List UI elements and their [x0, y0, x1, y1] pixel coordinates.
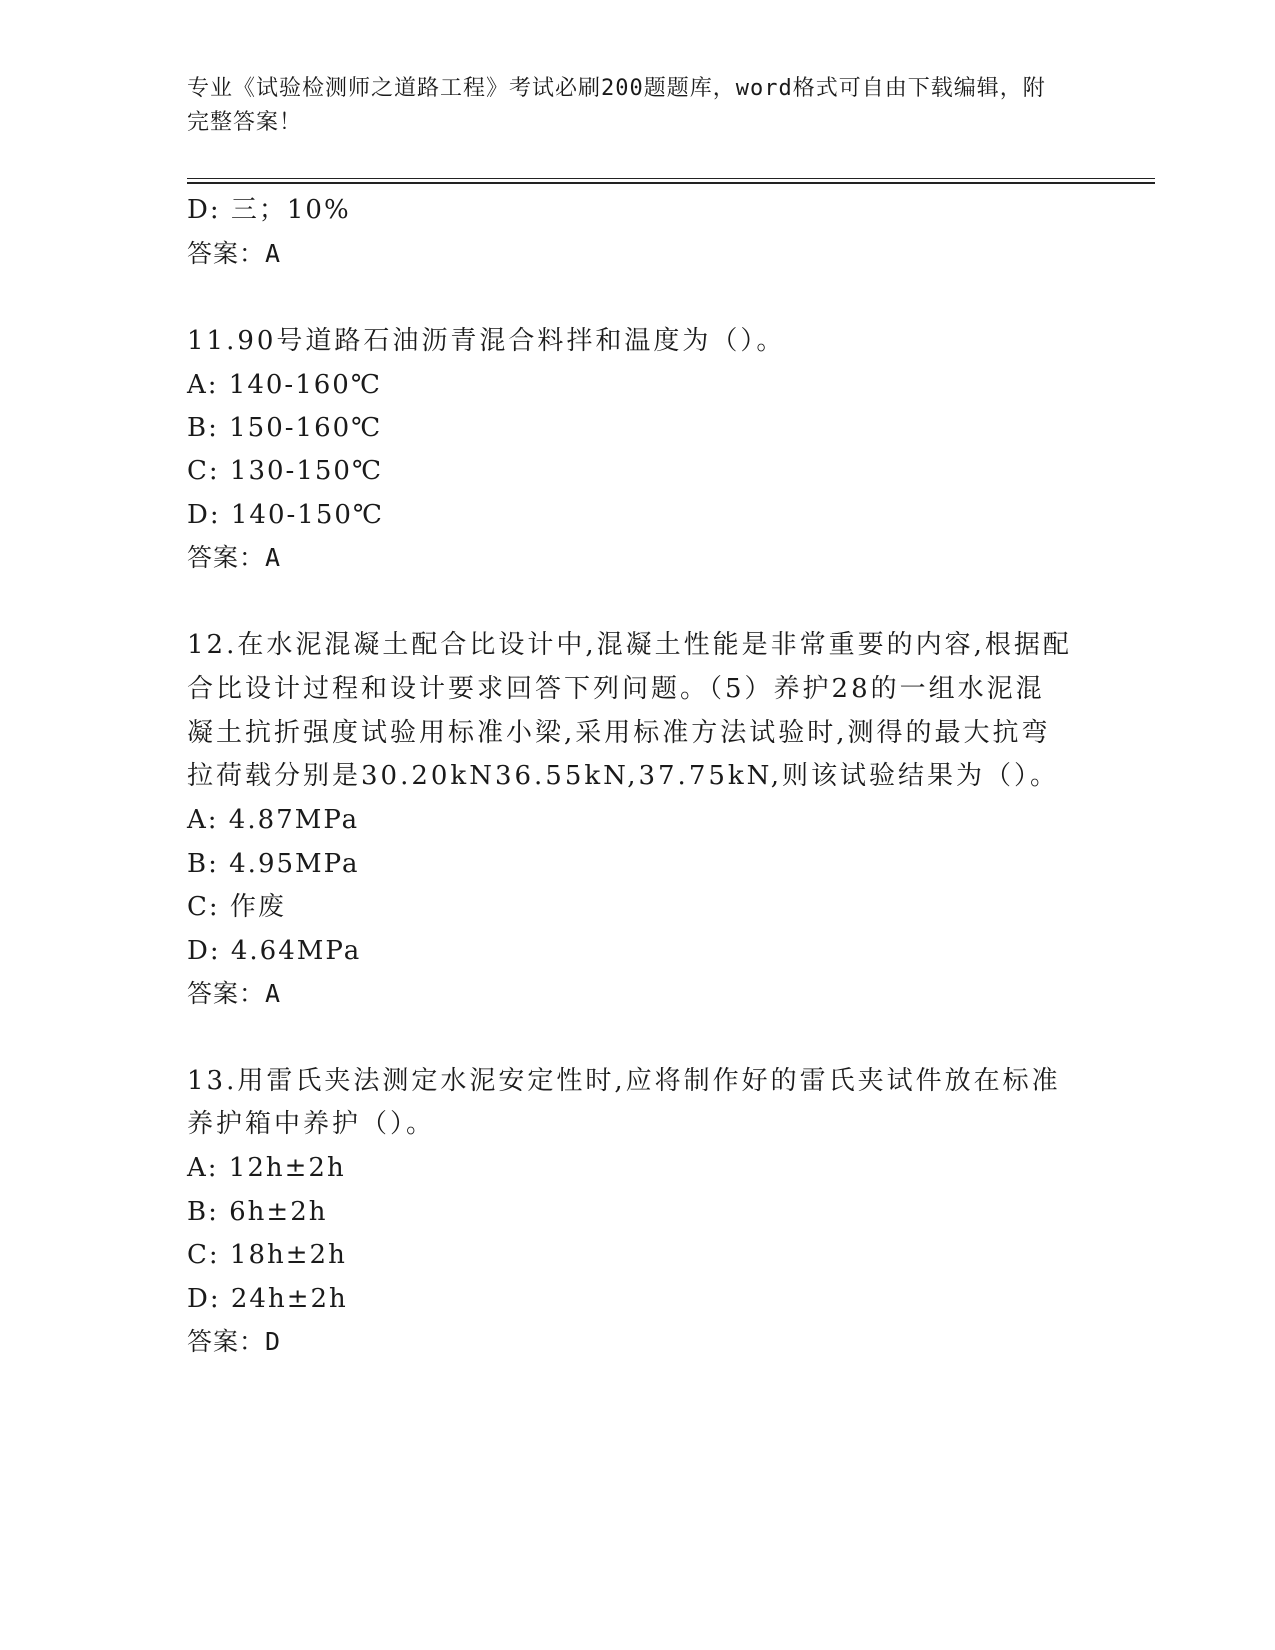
- q11-question: 11.90号道路石油沥青混合料拌和温度为（）。: [187, 326, 786, 356]
- prev-answer: 答案：A: [187, 239, 282, 268]
- q13-option-d: D: 24h±2h: [187, 1284, 348, 1314]
- q12-option-c: C: 作废: [187, 892, 286, 922]
- q11-answer: 答案：A: [187, 543, 282, 572]
- q11-option-d: D: 140-150℃: [187, 500, 384, 530]
- q12-option-d: D: 4.64MPa: [187, 936, 362, 966]
- q13-option-a: A: 12h±2h: [187, 1153, 346, 1183]
- q12-question-line-4: 拉荷载分别是30.20kN36.55kN,37.75kN,则该试验结果为（）。: [187, 761, 1060, 791]
- q12-answer: 答案：A: [187, 979, 282, 1008]
- q13-option-b: B: 6h±2h: [187, 1197, 328, 1227]
- q11-option-c: C: 130-150℃: [187, 456, 384, 486]
- q11-option-a: A: 140-160℃: [187, 370, 382, 400]
- q12-question-line-1: 12.在水泥混凝土配合比设计中,混凝土性能是非常重要的内容,根据配: [187, 630, 1072, 660]
- prev-option-d: D: 三；10%: [187, 195, 351, 225]
- header-divider-thick: [187, 182, 1155, 184]
- page-header: 专业《试验检测师之道路工程》考试必刷200题题库，word格式可自由下载编辑，附完整答案！: [187, 76, 1046, 135]
- q11-option-b: B: 150-160℃: [187, 413, 383, 443]
- q12-option-a: A: 4.87MPa: [187, 805, 360, 835]
- q12-option-b: B: 4.95MPa: [187, 849, 360, 879]
- q13-option-c: C: 18h±2h: [187, 1240, 347, 1270]
- q12-question-line-2: 合比设计过程和设计要求回答下列问题。（5）养护28的一组水泥混: [187, 674, 1045, 704]
- header-divider-thin: [187, 178, 1155, 179]
- q13-question-line-2: 养护箱中养护（）。: [187, 1109, 436, 1139]
- q13-answer: 答案：D: [187, 1327, 282, 1356]
- q12-question-line-3: 凝土抗折强度试验用标准小梁,采用标准方法试验时,测得的最大抗弯: [187, 718, 1051, 748]
- q13-question-line-1: 13.用雷氏夹法测定水泥安定性时,应将制作好的雷氏夹试件放在标准: [187, 1066, 1061, 1096]
